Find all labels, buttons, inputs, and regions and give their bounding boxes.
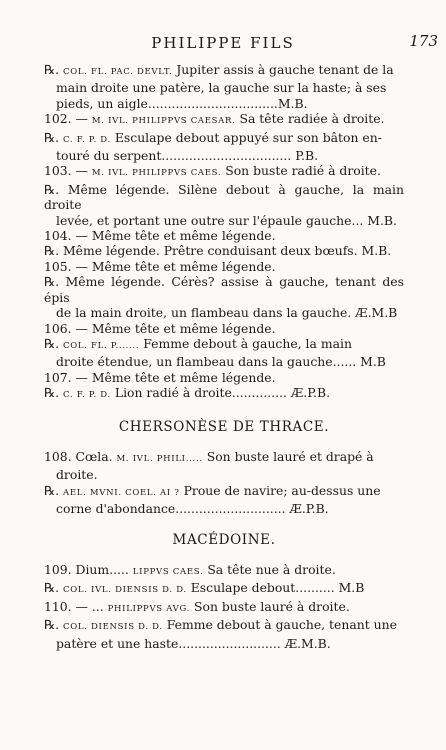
coin-legend: C. F. P. D. — [63, 134, 111, 145]
entry-line — [44, 163, 404, 181]
entry-prefix: ℞. — [44, 335, 63, 351]
catalogue-entry — [44, 182, 404, 228]
page-number: 173 — [409, 32, 438, 50]
entry-text: pieds, un aigle.................................M.B. — [56, 95, 308, 111]
entry-prefix: 110. — ... — [44, 598, 108, 614]
catalogue-entry — [44, 562, 404, 580]
catalogue-entry — [44, 321, 404, 336]
entry-prefix: ℞. — [44, 385, 63, 401]
entry-text: levée, et portant une outre sur l'épaule gauche... M.B. — [56, 212, 397, 228]
section-heading: CHERSONÈSE DE THRACE. — [118, 418, 330, 435]
entry-prefix: ℞. — [44, 580, 63, 596]
entry-line — [44, 617, 404, 635]
entry-line — [44, 243, 404, 258]
entry-prefix: 108. Cœla. — [44, 448, 117, 464]
coin-legend: LIPPVS CAES. — [132, 566, 204, 577]
entry-text: Sa tête nue à droite. — [203, 561, 336, 577]
entry-text: Femme debout à gauche, la main — [139, 335, 352, 351]
entry-prefix: 104. — — [44, 228, 92, 244]
entry-line — [44, 228, 404, 243]
entry-prefix: 105. — — [44, 258, 92, 274]
entry-text: Sa tête radiée à droite. — [235, 111, 385, 127]
entry-line — [44, 467, 404, 482]
catalogue-entry — [44, 62, 404, 111]
coin-legend: COL. FL. PAC. DEVLT. — [63, 67, 173, 77]
coin-legend: AEL. MVNI. COEL. AI ? — [63, 487, 180, 498]
entry-text: Esculape debout.......... M.B — [186, 580, 365, 596]
entry-prefix: ℞. — [44, 62, 63, 77]
entry-text: Son buste radié à droite. — [221, 163, 381, 179]
entry-text: droite étendue, un flambeau dans la gauche...... M.B — [56, 354, 386, 370]
entry-line — [44, 321, 404, 336]
entry-prefix: ℞. — [44, 181, 68, 197]
coin-legend: PHILIPPVS AVG. — [107, 603, 191, 614]
coin-legend: COL. FL. P....... — [63, 340, 140, 351]
entry-line — [44, 111, 404, 129]
catalogue-entry — [44, 243, 404, 258]
entry-line — [44, 599, 404, 617]
entry-prefix: 106. — — [44, 320, 92, 336]
entry-prefix: 107. — — [44, 369, 92, 385]
catalogue-entry — [44, 336, 404, 370]
entry-text: Esculape debout appuyé sur son bâton en- — [110, 129, 382, 145]
coin-legend: COL. DIENSIS D. D. — [63, 622, 163, 633]
entry-prefix: ℞. — [44, 617, 63, 633]
catalogue-entry — [44, 274, 404, 320]
entry-text: touré du serpent................................. P.B. — [56, 148, 319, 164]
entry-line — [44, 130, 404, 148]
entry-line — [44, 305, 404, 320]
catalogue-entry — [44, 259, 404, 274]
catalogue-entry — [44, 483, 404, 517]
entry-text: main droite une patère, la gauche sur la haste; à ses — [56, 80, 387, 96]
entry-line — [44, 562, 404, 580]
entry-prefix: ℞. — [44, 274, 66, 290]
entry-text: Son buste lauré et drapé à — [202, 448, 374, 464]
entry-text: Même légende. Cérès? assise à gauche, tenant des épis — [44, 274, 404, 305]
entry-text: Même tête et même légende. — [91, 228, 276, 244]
entry-text: Proue de navire; au-dessus une — [179, 482, 381, 498]
entry-text: droite. — [56, 467, 98, 483]
page-header — [0, 6, 446, 52]
catalogue-body — [44, 62, 404, 651]
section-heading: MACÉDOINE. — [172, 531, 276, 548]
entry-line — [44, 370, 404, 385]
catalogue-entry — [44, 370, 404, 385]
entry-line — [44, 449, 404, 467]
catalogue-entry — [44, 599, 404, 617]
entry-line — [44, 274, 404, 305]
entry-line — [44, 385, 404, 403]
catalogue-entry — [44, 617, 404, 651]
entry-text: Même tête et même légende. — [91, 320, 276, 336]
coin-legend: M. IVL. PHILI..... — [116, 453, 203, 464]
entry-line — [44, 80, 404, 95]
entry-text: Jupiter assis à gauche tenant de la — [172, 62, 394, 77]
entry-prefix: ℞. — [44, 129, 63, 145]
entry-text: Même légende. Prêtre conduisant deux bœufs. M.B. — [63, 243, 392, 259]
entry-text: de la main droite, un flambeau dans la gauche. Æ.M.B — [56, 305, 398, 321]
catalogue-entry — [44, 111, 404, 129]
entry-line — [44, 62, 404, 80]
entry-prefix: 103. — — [44, 163, 92, 179]
catalogue-entry — [44, 580, 404, 598]
entry-line — [44, 96, 404, 111]
entry-prefix: 109. Dium..... — [44, 561, 133, 577]
entry-line — [44, 580, 404, 598]
coin-legend: COL. IVL. DIENSIS D. D. — [63, 585, 187, 596]
coin-legend: C. F. P. D. — [63, 390, 111, 401]
entry-line — [44, 336, 404, 354]
entry-prefix: 102. — — [44, 111, 92, 127]
entry-line — [44, 354, 404, 369]
running-head: PHILIPPE FILS — [151, 34, 295, 52]
entry-text: Même tête et même légende. — [91, 258, 276, 274]
catalogue-entry — [44, 130, 404, 164]
entry-text: patère et une haste.......................... Æ.M.B. — [56, 635, 331, 651]
catalogue-entry — [44, 228, 404, 243]
entry-text: Lion radié à droite.............. Æ.P.B. — [110, 385, 331, 401]
coin-legend: M. IVL. PHILIPPVS CAESAR. — [91, 116, 236, 127]
entry-line — [44, 501, 404, 516]
entry-line — [44, 213, 404, 228]
entry-text: Son buste lauré à droite. — [190, 598, 350, 614]
entry-line — [44, 148, 404, 163]
catalogue-entry — [44, 163, 404, 181]
entry-prefix: ℞. — [44, 482, 63, 498]
entry-text: Même légende. Silène debout à gauche, la main droite — [44, 181, 404, 213]
entry-text: corne d'abondance............................ Æ.P.B. — [56, 501, 329, 517]
entry-text: Femme debout à gauche, tenant une — [162, 617, 397, 633]
entry-line — [44, 636, 404, 651]
entry-text: Même tête et même légende. — [91, 369, 276, 385]
catalogue-entry — [44, 449, 404, 483]
entry-line — [44, 259, 404, 274]
entry-line — [44, 182, 404, 213]
entry-line — [44, 483, 404, 501]
entry-prefix: ℞. — [44, 243, 63, 259]
coin-legend: M. IVL. PHILIPPVS CAES. — [91, 168, 222, 179]
catalogue-entry — [44, 385, 404, 403]
